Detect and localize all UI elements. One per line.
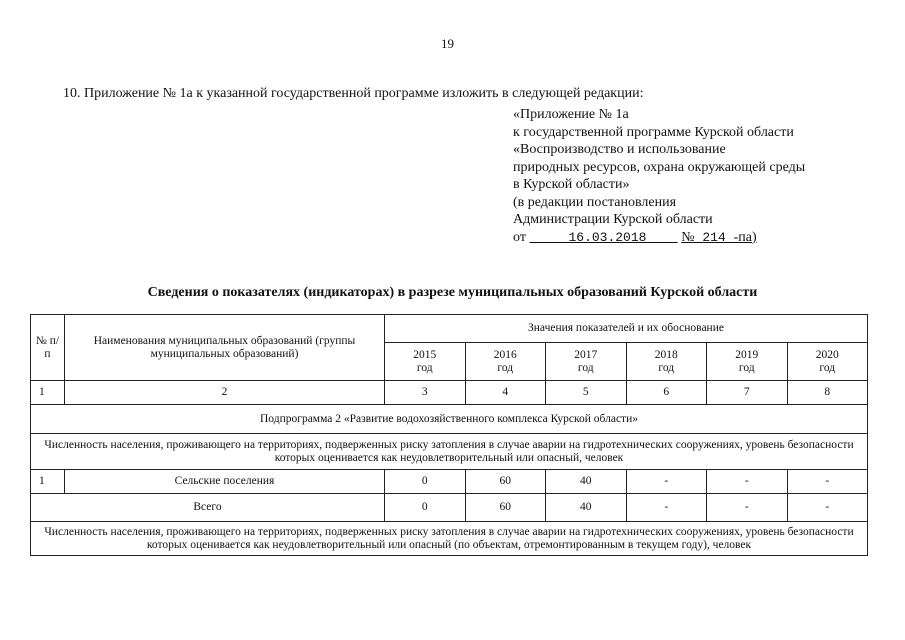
indicators-table bbox=[30, 314, 868, 556]
value-cell: 60 bbox=[465, 494, 546, 522]
resolution-number bbox=[695, 230, 734, 245]
col-number: 8 bbox=[787, 381, 868, 405]
intro-paragraph: 10. Приложение № 1а к указанной государственной программе изложить в следующей редакции: bbox=[63, 86, 644, 101]
value-cell: 0 bbox=[385, 494, 466, 522]
table-title: Сведения о показателях (индикаторах) в разрезе муниципальных образований Курской области bbox=[147, 285, 758, 300]
appendix-line: «Воспроизводство и использование bbox=[513, 142, 726, 157]
value-cell: - bbox=[707, 470, 788, 494]
col-number: 7 bbox=[707, 381, 788, 405]
indicator-row bbox=[31, 434, 868, 470]
subprogram-title: Подпрограмма 2 «Развитие водохозяйственного комплекса Курской области» bbox=[31, 405, 868, 434]
value-cell: - bbox=[787, 494, 868, 522]
col-number: 6 bbox=[626, 381, 707, 405]
indicator-title: Численность населения, проживающего на территориях, подверженных риску затопления в случае аварии на гидротехнических сооружениях, уровень безопасности которых оценивается как неудовлетворительный или опасный, человек bbox=[31, 434, 868, 470]
header-name: Наименования муниципальных образований (группы муниципальных образований) bbox=[65, 315, 385, 381]
resolution-number-value: 214 bbox=[702, 229, 726, 245]
year-cell: 2020 год bbox=[787, 343, 868, 381]
appendix-line: «Приложение № 1а bbox=[513, 107, 629, 122]
col-number: 1 bbox=[31, 381, 65, 405]
appendix-line: Администрации Курской области bbox=[513, 212, 713, 227]
value-cell: 0 bbox=[385, 470, 466, 494]
value-cell: 40 bbox=[546, 494, 627, 522]
value-cell: 60 bbox=[465, 470, 546, 494]
table-row bbox=[31, 470, 868, 494]
appendix-line: (в редакции постановления bbox=[513, 194, 677, 210]
from-label: от bbox=[513, 229, 526, 245]
appendix-line: природных ресурсов, охрана окружающей среды bbox=[513, 159, 806, 175]
value-cell: - bbox=[787, 470, 868, 494]
year-cell: 2016 год bbox=[465, 343, 546, 381]
value-cell: 40 bbox=[546, 470, 627, 494]
column-numbers-row bbox=[31, 381, 868, 405]
year-cell: 2017 год bbox=[546, 343, 627, 381]
year-cell: 2018 год bbox=[626, 343, 707, 381]
table-header-row bbox=[31, 315, 868, 343]
value-cell: - bbox=[626, 494, 707, 522]
total-row bbox=[31, 494, 868, 522]
year-cell: 2015 год bbox=[385, 343, 466, 381]
resolution-date bbox=[529, 230, 677, 245]
header-num: № п/п bbox=[31, 315, 65, 381]
col-number: 4 bbox=[465, 381, 546, 405]
value-cell: - bbox=[626, 470, 707, 494]
appendix-line: в Курской области» bbox=[513, 177, 630, 192]
col-number: 3 bbox=[385, 381, 466, 405]
appendix-line: к государственной программе Курской области bbox=[513, 124, 794, 140]
row-name: Сельские поселения bbox=[65, 470, 385, 494]
resolution-date-value: 16.03.2018 bbox=[568, 229, 647, 245]
header-values: Значения показателей и их обоснование bbox=[385, 315, 868, 343]
col-number: 2 bbox=[65, 381, 385, 405]
appendix-date-line bbox=[513, 229, 805, 247]
indicator-title: Численность населения, проживающего на территориях, подверженных риску затопления в случае аварии на гидротехнических сооружениях, уровень безопасности которых оценивается как неудовлетворительный или опасный (по объектам, отремонтированным в текущем году), человек bbox=[31, 522, 868, 556]
resolution-suffix: -па) bbox=[733, 229, 757, 245]
year-cell: 2019 год bbox=[707, 343, 788, 381]
appendix-header bbox=[513, 106, 805, 246]
col-number: 5 bbox=[546, 381, 627, 405]
page-number: 19 bbox=[441, 36, 454, 51]
subprogram-row bbox=[31, 405, 868, 434]
row-num: 1 bbox=[31, 470, 65, 494]
indicator-row bbox=[31, 522, 868, 556]
value-cell: - bbox=[707, 494, 788, 522]
total-label: Всего bbox=[31, 494, 385, 522]
number-label: № bbox=[681, 229, 695, 245]
